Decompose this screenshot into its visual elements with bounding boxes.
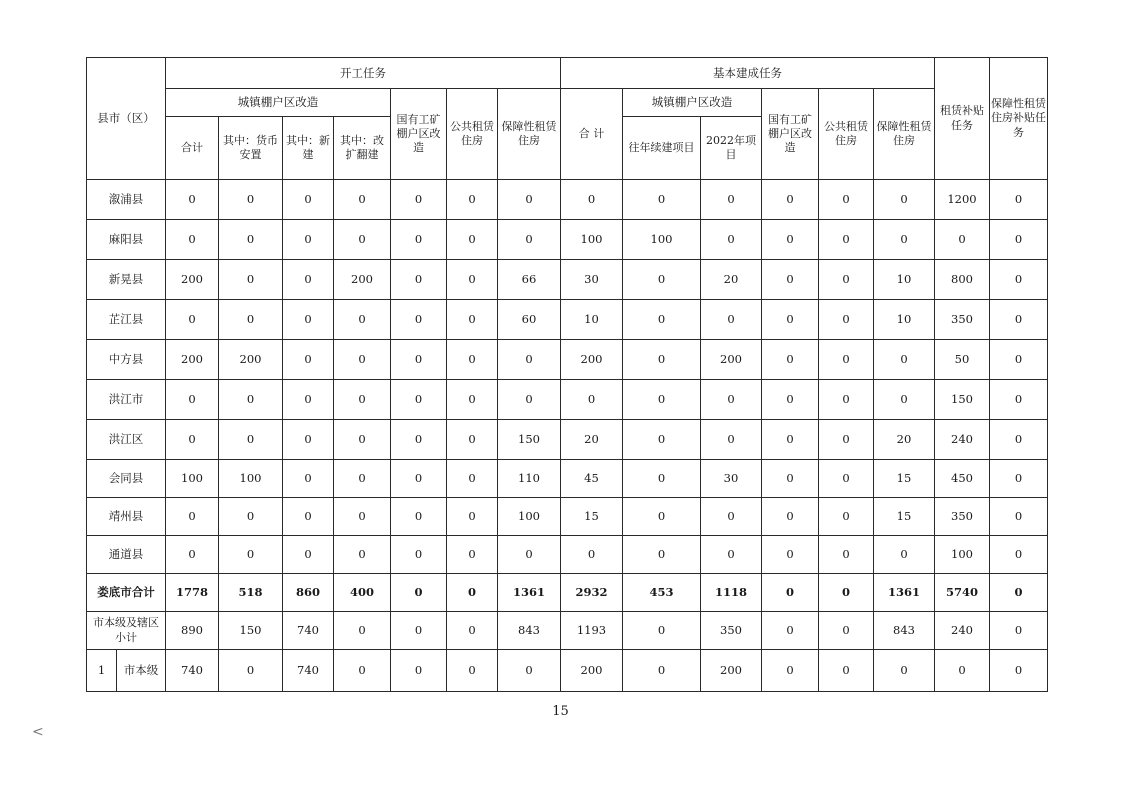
cell: 740: [283, 612, 334, 650]
cell: 100: [623, 220, 701, 260]
cell: 0: [819, 650, 874, 692]
cell: 0: [819, 536, 874, 574]
cell: 0: [283, 380, 334, 420]
cell: 1778: [166, 574, 219, 612]
cell: 0: [334, 380, 391, 420]
cell: 0: [334, 220, 391, 260]
cell: 50: [935, 340, 990, 380]
cell: 0: [623, 612, 701, 650]
cell: 453: [623, 574, 701, 612]
year-2022-header: 2022年项目: [701, 117, 762, 180]
cell: 0: [166, 300, 219, 340]
cell: 0: [447, 380, 498, 420]
county-row: [87, 536, 1048, 574]
cell: 0: [874, 650, 935, 692]
cell: 0: [391, 340, 447, 380]
county-row: [87, 220, 1048, 260]
cell: 0: [219, 380, 283, 420]
cell: 0: [561, 536, 623, 574]
cell: 350: [935, 498, 990, 536]
cell: 30: [701, 460, 762, 498]
cell: 30: [561, 260, 623, 300]
cell: 66: [498, 260, 561, 300]
cell: 0: [623, 340, 701, 380]
cell: 0: [623, 498, 701, 536]
cell: 0: [391, 380, 447, 420]
cell: 0: [701, 498, 762, 536]
cell: 0: [819, 460, 874, 498]
cell: 0: [391, 460, 447, 498]
cell: 20: [874, 420, 935, 460]
cell: 45: [561, 460, 623, 498]
urban-shanty-header: 城镇棚户区改造: [166, 89, 391, 117]
cell: 100: [561, 220, 623, 260]
cell: 0: [990, 260, 1048, 300]
cell: 0: [762, 536, 819, 574]
cell: 100: [219, 460, 283, 498]
cell: 0: [283, 420, 334, 460]
cell: 0: [498, 220, 561, 260]
cell: 150: [935, 380, 990, 420]
cell: 0: [762, 340, 819, 380]
cell: 10: [874, 260, 935, 300]
cell: 0: [990, 498, 1048, 536]
cell: 0: [701, 300, 762, 340]
cell: 0: [447, 180, 498, 220]
cell: 0: [219, 180, 283, 220]
cell: 0: [219, 650, 283, 692]
cell: 0: [819, 420, 874, 460]
county-row: [87, 380, 1048, 420]
cell: 0: [334, 420, 391, 460]
county-name: 会同县: [87, 460, 166, 498]
cell: 0: [935, 650, 990, 692]
cell: 0: [391, 420, 447, 460]
cell: 0: [623, 650, 701, 692]
past-years-header: 往年续建项目: [623, 117, 701, 180]
cell: 0: [219, 498, 283, 536]
cell: 0: [334, 300, 391, 340]
cell: 0: [334, 180, 391, 220]
county-name: 通道县: [87, 536, 166, 574]
cell: 0: [874, 180, 935, 220]
cell: 10: [874, 300, 935, 340]
cell: 0: [283, 340, 334, 380]
cell: 200: [701, 650, 762, 692]
cell: 0: [166, 180, 219, 220]
total-header-2: 合 计: [561, 89, 623, 180]
cell: 0: [762, 612, 819, 650]
cell: 0: [391, 180, 447, 220]
mining-header: 国有工矿棚户区改造: [391, 89, 447, 180]
cell: 0: [447, 340, 498, 380]
cell: 200: [561, 340, 623, 380]
cell: 0: [990, 612, 1048, 650]
cell: 0: [498, 536, 561, 574]
cell: 0: [819, 260, 874, 300]
cell: 740: [166, 650, 219, 692]
cell: 0: [391, 650, 447, 692]
cell: 0: [762, 420, 819, 460]
cell: 0: [623, 536, 701, 574]
cell: 0: [990, 536, 1048, 574]
cell: 0: [391, 498, 447, 536]
cell: 1200: [935, 180, 990, 220]
cell: 0: [701, 536, 762, 574]
cell: 200: [334, 260, 391, 300]
cell: 0: [762, 498, 819, 536]
cell: 0: [334, 650, 391, 692]
public-rental-header: 公共租赁住房: [447, 89, 498, 180]
county-name: 洪江市: [87, 380, 166, 420]
cell: 1193: [561, 612, 623, 650]
cell: 0: [391, 536, 447, 574]
cell: 0: [874, 340, 935, 380]
cell: 0: [762, 650, 819, 692]
cell: 110: [498, 460, 561, 498]
cell: 0: [874, 380, 935, 420]
city-level-row: [87, 650, 1048, 692]
cell: 0: [874, 220, 935, 260]
cell: 0: [334, 536, 391, 574]
affordable-rental-header-2: 保障性租赁住房: [874, 89, 935, 180]
cell: 0: [990, 220, 1048, 260]
county-header: 县市（区）: [87, 58, 166, 180]
cell: 0: [990, 460, 1048, 498]
cell: 0: [391, 300, 447, 340]
cell: 0: [283, 180, 334, 220]
cell: 0: [623, 260, 701, 300]
cell: 100: [935, 536, 990, 574]
cell: 0: [762, 220, 819, 260]
county-rows: [87, 180, 1048, 574]
cell: 0: [334, 498, 391, 536]
cell: 0: [219, 420, 283, 460]
cell: 0: [990, 340, 1048, 380]
cell: 0: [623, 420, 701, 460]
cell: 200: [166, 340, 219, 380]
cell: 100: [498, 498, 561, 536]
affordable-rental-header: 保障性租赁住房: [498, 89, 561, 180]
cell: 0: [391, 574, 447, 612]
cell: 0: [219, 536, 283, 574]
cell: 0: [447, 460, 498, 498]
cell: 0: [334, 460, 391, 498]
cell: 890: [166, 612, 219, 650]
cell: 350: [935, 300, 990, 340]
new-build-header: 其中：新建: [283, 117, 334, 180]
cell: 0: [990, 574, 1048, 612]
county-row: [87, 460, 1048, 498]
cell: 0: [447, 300, 498, 340]
cell: 0: [447, 536, 498, 574]
cell: 0: [561, 180, 623, 220]
cell: 0: [819, 380, 874, 420]
cell: 0: [762, 574, 819, 612]
start-tasks-header: 开工任务: [166, 58, 561, 89]
cell: 150: [219, 612, 283, 650]
cell: 800: [935, 260, 990, 300]
cell: 0: [219, 220, 283, 260]
cell: 0: [447, 574, 498, 612]
county-name: 靖州县: [87, 498, 166, 536]
cell: 0: [701, 180, 762, 220]
cell: 740: [283, 650, 334, 692]
cell: 0: [283, 300, 334, 340]
cell: 0: [762, 460, 819, 498]
cell: 0: [819, 340, 874, 380]
cell: 0: [874, 536, 935, 574]
rent-subsidy-header: 租赁补贴任务: [935, 58, 990, 180]
urban-shanty-header-2: 城镇棚户区改造: [623, 89, 762, 117]
cell: 20: [561, 420, 623, 460]
cell: 200: [561, 650, 623, 692]
cell: 450: [935, 460, 990, 498]
cell: 10: [561, 300, 623, 340]
cell: 0: [701, 420, 762, 460]
county-row: [87, 498, 1048, 536]
cell: 0: [819, 498, 874, 536]
total-header: 合计: [166, 117, 219, 180]
cell: 843: [874, 612, 935, 650]
cell: 0: [166, 380, 219, 420]
cell: 0: [623, 300, 701, 340]
cell: 2932: [561, 574, 623, 612]
cell: 0: [219, 300, 283, 340]
cell: 0: [447, 650, 498, 692]
cell: 0: [935, 220, 990, 260]
cell: 0: [447, 220, 498, 260]
cell: 5740: [935, 574, 990, 612]
scan-mark-icon: <: [32, 724, 44, 740]
public-rental-header-2: 公共租赁住房: [819, 89, 874, 180]
cell: 400: [334, 574, 391, 612]
cell: 0: [334, 340, 391, 380]
cell: 0: [623, 180, 701, 220]
row-name: 娄底市合计: [87, 574, 166, 612]
cell: 100: [166, 460, 219, 498]
row-name: 市本级及辖区小计: [87, 612, 166, 650]
cell: 0: [990, 650, 1048, 692]
cell: 0: [283, 260, 334, 300]
cell: 0: [762, 260, 819, 300]
cell: 0: [819, 574, 874, 612]
cell: 0: [990, 180, 1048, 220]
cell: 0: [498, 180, 561, 220]
mining-header-2: 国有工矿棚户区改造: [762, 89, 819, 180]
cell: 0: [447, 612, 498, 650]
cell: 0: [166, 536, 219, 574]
cell: 0: [762, 180, 819, 220]
cell: 0: [819, 180, 874, 220]
cell: 518: [219, 574, 283, 612]
cell: 1361: [498, 574, 561, 612]
cell: 0: [447, 420, 498, 460]
cell: 0: [623, 380, 701, 420]
county-row: [87, 260, 1048, 300]
row-index: 1: [87, 650, 117, 692]
cell: 0: [990, 380, 1048, 420]
monetary-header: 其中：货币安置: [219, 117, 283, 180]
cell: 843: [498, 612, 561, 650]
cell: 0: [701, 380, 762, 420]
cell: 0: [623, 460, 701, 498]
cell: 60: [498, 300, 561, 340]
cell: 0: [334, 612, 391, 650]
cell: 0: [166, 420, 219, 460]
cell: 0: [283, 220, 334, 260]
cell: 0: [166, 220, 219, 260]
cell: 350: [701, 612, 762, 650]
cell: 0: [447, 260, 498, 300]
cell: 1361: [874, 574, 935, 612]
cell: 0: [701, 220, 762, 260]
cell: 1118: [701, 574, 762, 612]
cell: 0: [819, 612, 874, 650]
county-row: [87, 340, 1048, 380]
cell: 15: [874, 498, 935, 536]
county-name: 芷江县: [87, 300, 166, 340]
cell: 0: [391, 260, 447, 300]
cell: 860: [283, 574, 334, 612]
cell: 0: [762, 380, 819, 420]
city-subtotal-row: [87, 612, 1048, 650]
page-number: 15: [552, 704, 569, 719]
cell: 0: [990, 420, 1048, 460]
cell: 0: [447, 498, 498, 536]
cell: 200: [701, 340, 762, 380]
cell: 0: [990, 300, 1048, 340]
cell: 0: [219, 260, 283, 300]
cell: 240: [935, 420, 990, 460]
county-name: 洪江区: [87, 420, 166, 460]
cell: 0: [283, 498, 334, 536]
county-row: [87, 420, 1048, 460]
housing-task-table: [86, 57, 1048, 692]
county-name: 溆浦县: [87, 180, 166, 220]
loudi-total-row: [87, 574, 1048, 612]
cell: 200: [219, 340, 283, 380]
county-row: [87, 300, 1048, 340]
cell: 15: [561, 498, 623, 536]
cell: 0: [166, 498, 219, 536]
cell: 0: [283, 460, 334, 498]
cell: 200: [166, 260, 219, 300]
basic-tasks-header: 基本建成任务: [561, 58, 935, 89]
affordable-subsidy-header: 保障性租赁住房补贴任务: [990, 58, 1048, 180]
row-name: 市本级: [117, 650, 166, 692]
renovation-header: 其中：改扩翻建: [334, 117, 391, 180]
cell: 0: [498, 380, 561, 420]
cell: 0: [498, 650, 561, 692]
cell: 20: [701, 260, 762, 300]
cell: 0: [819, 300, 874, 340]
cell: 150: [498, 420, 561, 460]
county-row: [87, 180, 1048, 220]
county-name: 新晃县: [87, 260, 166, 300]
cell: 0: [283, 536, 334, 574]
cell: 0: [391, 612, 447, 650]
cell: 0: [498, 340, 561, 380]
county-name: 中方县: [87, 340, 166, 380]
cell: 0: [561, 380, 623, 420]
cell: 240: [935, 612, 990, 650]
cell: 0: [762, 300, 819, 340]
cell: 15: [874, 460, 935, 498]
cell: 0: [819, 220, 874, 260]
cell: 0: [391, 220, 447, 260]
county-name: 麻阳县: [87, 220, 166, 260]
